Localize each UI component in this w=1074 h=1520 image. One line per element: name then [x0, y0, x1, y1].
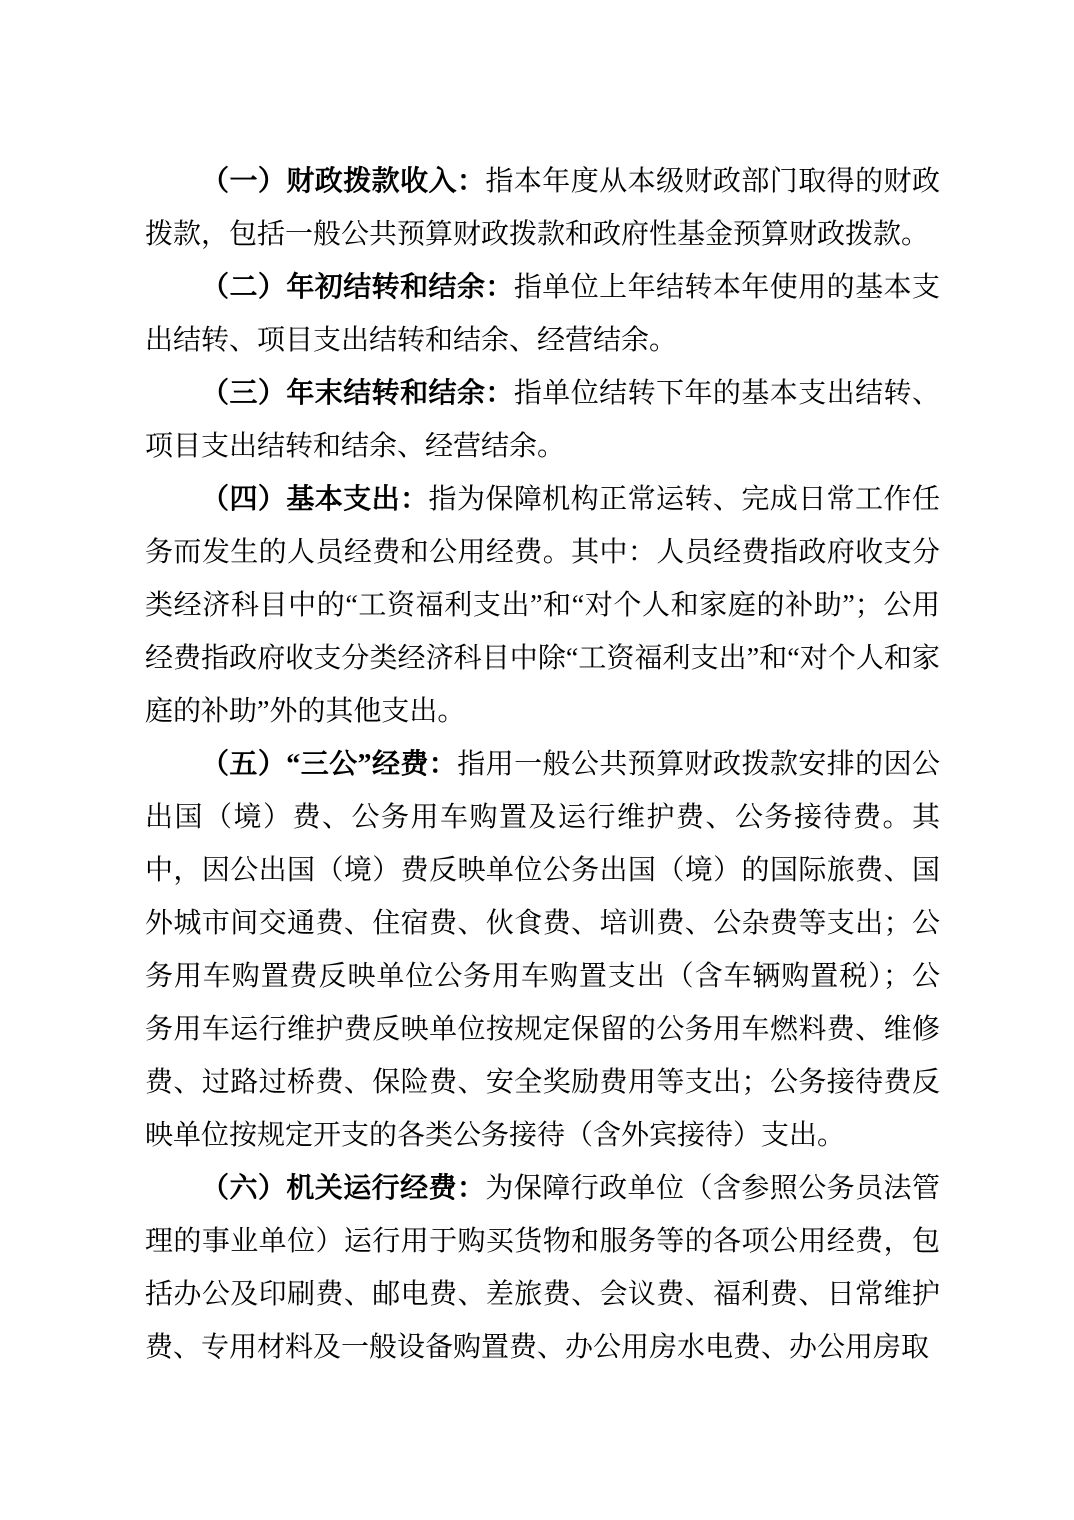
paragraph-body: 指本年度从本级财政部门取得的财政拨款，包括一般公共预算财政拨款和政府性基金预算财政拨款。 — [145, 166, 940, 250]
paragraph-head: （一）财政拨款收入： — [201, 166, 486, 197]
paragraph-head: （六）机关运行经费： — [201, 1173, 486, 1204]
paragraph-head: （三）年末结转和结余： — [201, 378, 514, 409]
paragraph-head: （四）基本支出： — [201, 484, 429, 515]
paragraph-body: 指用一般公共预算财政拨款安排的因公出国（境）费、公务用车购置及运行维护费、公务接待费。其中，因公出国（境）费反映单位公务出国（境）的国际旅费、国外城市间交通费、住宿费、伙食费、培训费、公杂费等支出；公务用车购置费反映单位公务用车购置支出（含车辆购置税）；公务用车运行维护费反映单位按规定保留的公务用车燃料费、维修费、过路过桥费、保险费、安全奖励费用等支出；公务接待费反映单位按规定开支的各类公务接待（含外宾接待）支出。 — [145, 749, 940, 1151]
paragraph-body: 指为保障机构正常运转、完成日常工作任务而发生的人员经费和公用经费。其中：人员经费指政府收支分类经济科目中的“工资福利支出”和“对个人和家庭的补助”；公用经费指政府收支分类经济科目中除“工资福利支出”和“对个人和家庭的补助”外的其他支出。 — [145, 484, 940, 727]
definition-paragraph-three-public-expenses — [145, 738, 940, 1162]
paragraph-body: 指单位上年结转本年使用的基本支出结转、项目支出结转和结余、经营结余。 — [145, 272, 940, 356]
definition-paragraph-beginning-year-carryover — [145, 261, 940, 367]
definition-paragraph-basic-expenditure — [145, 473, 940, 738]
paragraph-body: 为保障行政单位（含参照公务员法管理的事业单位）运行用于购买货物和服务等的各项公用经费，包括办公及印刷费、邮电费、差旅费、会议费、福利费、日常维护费、专用材料及一般设备购置费、办公用房水电费、办公用房取 — [145, 1173, 940, 1363]
paragraph-body: 指单位结转下年的基本支出结转、项目支出结转和结余、经营结余。 — [145, 378, 940, 462]
definition-paragraph-fiscal-appropriation-income — [145, 155, 940, 261]
definition-paragraph-agency-operating-funds — [145, 1162, 940, 1374]
definition-paragraph-year-end-carryover — [145, 367, 940, 473]
document-text-block — [145, 155, 940, 1374]
paragraph-head: （二）年初结转和结余： — [201, 272, 514, 303]
paragraph-head: （五）“三公”经费： — [201, 749, 458, 780]
